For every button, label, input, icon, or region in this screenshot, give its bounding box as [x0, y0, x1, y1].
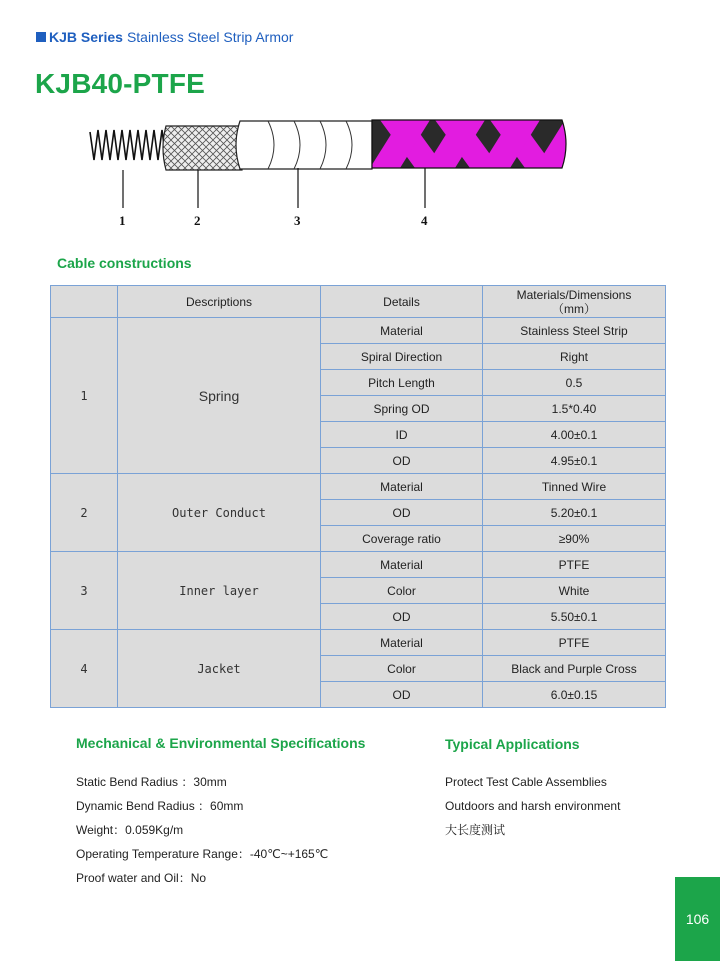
application-item: Outdoors and harsh environment [445, 799, 621, 813]
mechanical-spec-list [76, 770, 328, 890]
series-header [36, 29, 293, 45]
detail-cell: Pitch Length [321, 370, 483, 396]
value-cell: 0.5 [483, 370, 666, 396]
detail-cell: Material [321, 474, 483, 500]
jacket-illustration [370, 120, 580, 168]
spec-item: Operating Temperature Range：-40℃~+165℃ [76, 847, 329, 861]
series-label: KJB Series [49, 29, 123, 45]
series-subtitle: Stainless Steel Strip Armor [126, 29, 294, 45]
applications-list [445, 770, 620, 842]
value-cell: PTFE [483, 630, 666, 656]
page-number: 106 [685, 911, 710, 927]
callout-4: 4 [421, 213, 428, 228]
spec-item: Proof water and Oil：No [76, 871, 207, 885]
page-number-box [675, 877, 720, 961]
detail-cell: Spring OD [321, 396, 483, 422]
spec-item: Static Bend Radius ：30mm [76, 775, 227, 789]
spec-item: Dynamic Bend Radius ：60mm [76, 799, 244, 813]
spring-illustration [90, 130, 168, 160]
constructions-table [50, 285, 666, 708]
leader-lines [123, 168, 425, 208]
group-description: Inner layer [118, 552, 321, 630]
table-row [51, 318, 666, 344]
applications-title: Typical Applications [445, 736, 580, 752]
detail-cell: Material [321, 552, 483, 578]
table-row [51, 630, 666, 656]
group-description: Jacket [118, 630, 321, 708]
constructions-title: Cable constructions [57, 255, 192, 271]
square-bullet-icon [36, 32, 46, 42]
cable-diagram [80, 112, 580, 234]
header-cell: Materials/Dimensions （mm） [483, 286, 666, 318]
callout-2: 2 [194, 213, 201, 228]
value-cell: 5.50±0.1 [483, 604, 666, 630]
value-cell: 5.20±0.1 [483, 500, 666, 526]
value-cell: ≥90% [483, 526, 666, 552]
value-cell: 1.5*0.40 [483, 396, 666, 422]
value-cell: 6.0±0.15 [483, 682, 666, 708]
table-row [51, 552, 666, 578]
detail-cell: Material [321, 630, 483, 656]
group-number: 1 [51, 318, 118, 474]
group-description: Outer Conduct [118, 474, 321, 552]
value-cell: 4.00±0.1 [483, 422, 666, 448]
table-header-row [51, 286, 666, 318]
detail-cell: Coverage ratio [321, 526, 483, 552]
model-title: KJB40-PTFE [35, 68, 206, 99]
detail-cell: ID [321, 422, 483, 448]
header-cell: Details [321, 286, 483, 318]
header-cell-num [51, 286, 118, 318]
application-item: 大长度测试 [445, 823, 506, 837]
value-cell: Right [483, 344, 666, 370]
value-cell: 4.95±0.1 [483, 448, 666, 474]
value-cell: Black and Purple Cross [483, 656, 666, 682]
table-row [51, 474, 666, 500]
detail-cell: OD [321, 604, 483, 630]
application-item: Protect Test Cable Assemblies [445, 775, 607, 789]
detail-cell: OD [321, 500, 483, 526]
detail-cell: Spiral Direction [321, 344, 483, 370]
header-cell: Descriptions [118, 286, 321, 318]
value-cell: White [483, 578, 666, 604]
braid-illustration [163, 126, 242, 170]
callout-1: 1 [119, 213, 126, 228]
detail-cell: OD [321, 448, 483, 474]
detail-cell: Color [321, 578, 483, 604]
mechanical-title: Mechanical & Environmental Specifications [76, 735, 366, 751]
value-cell: Stainless Steel Strip [483, 318, 666, 344]
spec-item: Weight：0.059Kg/m [76, 823, 184, 837]
group-number: 3 [51, 552, 118, 630]
callout-3: 3 [294, 213, 301, 228]
detail-cell: Color [321, 656, 483, 682]
value-cell: Tinned Wire [483, 474, 666, 500]
group-number: 2 [51, 474, 118, 552]
value-cell: PTFE [483, 552, 666, 578]
group-description: Spring [118, 318, 321, 474]
inner-layer-illustration [236, 121, 372, 169]
group-number: 4 [51, 630, 118, 708]
detail-cell: Material [321, 318, 483, 344]
detail-cell: OD [321, 682, 483, 708]
